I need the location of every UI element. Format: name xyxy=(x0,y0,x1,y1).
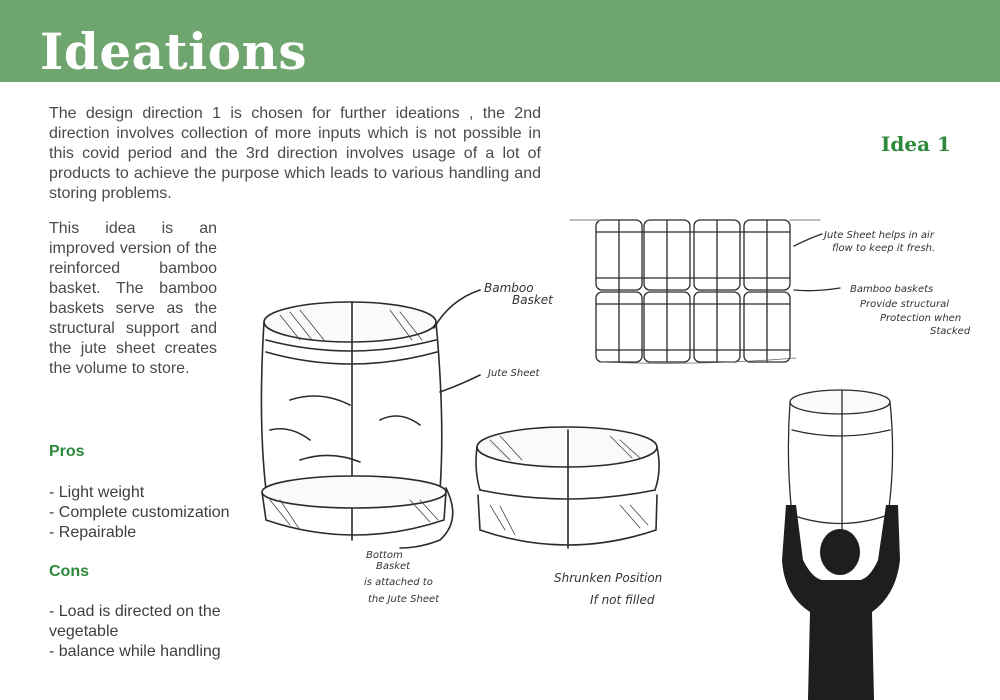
carried-basket-sketch xyxy=(788,390,892,530)
intro-paragraph: The design direction 1 is chosen for further ideations , the 2nd direction involves collection of more inputs which is not possible in this covid period and the 3rd direction involves usage of a lot of products to achieve the purpose which leads to various handling and storing problems. xyxy=(49,105,541,202)
note-jute-air-2: flow to keep it fresh. xyxy=(832,243,936,254)
cons-item: - Load is directed on the vegetable xyxy=(49,603,221,640)
note-shrunken-1: Shrunken Position xyxy=(554,571,663,585)
cons-list xyxy=(49,602,239,662)
page-title: Ideations xyxy=(40,22,307,81)
cons-item: - balance while handling xyxy=(49,643,221,660)
note-bamboo-provide-4: Stacked xyxy=(930,326,971,337)
note-bamboo-basket-1: Bamboo xyxy=(484,281,534,295)
idea-description: This idea is an improved version of the reinforced bamboo basket. The bamboo baskets serve as the structural support and the jute sheet creates the volume to store. xyxy=(49,220,217,377)
note-bamboo-provide-2: Provide structural xyxy=(860,299,949,310)
cons-heading: Cons xyxy=(49,563,89,580)
note-jute-air-1: Jute Sheet helps in air xyxy=(824,230,934,241)
idea-label: Idea 1 xyxy=(881,132,951,156)
note-bottom-basket-2: Basket xyxy=(376,561,411,572)
person-silhouette xyxy=(782,505,900,700)
concept-sketch xyxy=(240,200,1000,700)
pros-item: - Repairable xyxy=(49,524,137,541)
shrunken-basket-sketch xyxy=(476,427,659,548)
note-bottom-basket-4: the Jute Sheet xyxy=(368,594,440,605)
note-jute-sheet: Jute Sheet xyxy=(488,368,540,379)
tall-basket-sketch xyxy=(261,302,446,540)
pros-list xyxy=(49,483,249,543)
note-bamboo-basket-2: Basket xyxy=(512,293,553,307)
note-bottom-basket-3: is attached to xyxy=(364,577,433,588)
stacked-baskets-sketch xyxy=(570,220,840,362)
note-bamboo-provide-3: Protection when xyxy=(880,313,962,324)
note-bamboo-provide-1: Bamboo baskets xyxy=(850,284,934,295)
note-shrunken-2: If not filled xyxy=(590,593,655,607)
pros-heading: Pros xyxy=(49,443,85,460)
note-bottom-basket-1: Bottom xyxy=(366,550,403,561)
pros-item: - Complete customization xyxy=(49,504,230,521)
pros-item: - Light weight xyxy=(49,484,145,501)
